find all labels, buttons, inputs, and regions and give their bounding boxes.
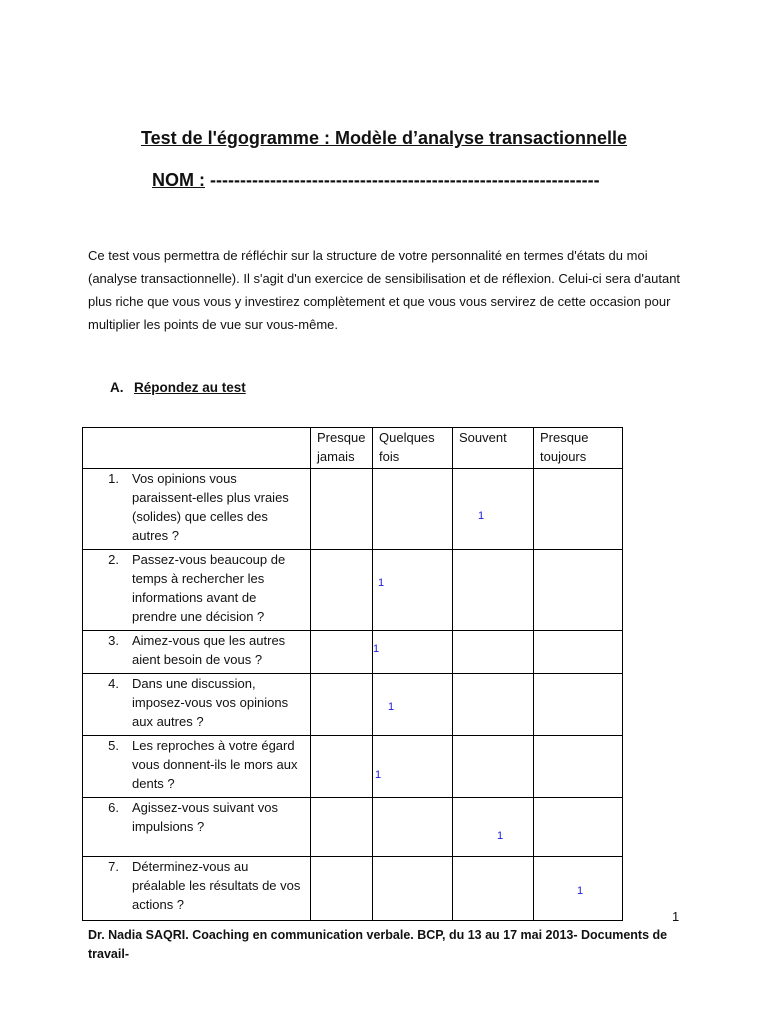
document-title: Test de l'égogramme : Modèle d’analyse transactionnelle: [140, 128, 628, 148]
question-number: 2.: [108, 552, 119, 567]
question-number: 5.: [108, 738, 119, 753]
name-blank-line: -----------------------------------------------------------------: [205, 170, 600, 190]
answer-cell[interactable]: [373, 798, 453, 857]
question-text: Vos opinions vous paraissent-elles plus vraies (solides) que celles des autres ?: [132, 471, 289, 543]
footer-text: Dr. Nadia SAQRI. Coaching en communication verbale. BCP, du 13 au 17 mai 2013- Documents de travail-: [88, 928, 668, 961]
question-cell: [83, 674, 311, 736]
question-number: 4.: [108, 676, 119, 691]
intro-paragraph: Ce test vous permettra de réfléchir sur la structure de votre personnalité en termes d'états du moi (analyse transactionnelle). Il s'agit d'un exercice de sensibilisation et de réflexion. Celui-ci sera d'autant plus riche que vous vous y investirez complètement et que vous vous servirez de cette occasion pour multiplier les points de vue sur vous-même.: [88, 248, 681, 332]
answer-cell[interactable]: [311, 857, 373, 921]
answer-mark: 1: [378, 577, 385, 589]
answer-cell[interactable]: [311, 469, 373, 550]
answer-cell[interactable]: [373, 631, 453, 674]
answer-cell[interactable]: [311, 631, 373, 674]
section-heading: [110, 380, 246, 395]
question-cell: [83, 550, 311, 631]
name-label: NOM :: [152, 170, 205, 190]
answer-cell[interactable]: [453, 857, 534, 921]
header-presque-toujours: Presque toujours: [534, 428, 623, 469]
answer-cell[interactable]: [373, 469, 453, 550]
question-number: 1.: [108, 471, 119, 486]
answer-cell[interactable]: [311, 550, 373, 631]
table-row: [83, 550, 623, 631]
answer-cell[interactable]: [311, 798, 373, 857]
answer-cell[interactable]: [453, 798, 534, 857]
header-presque-jamais: Presque jamais: [311, 428, 373, 469]
answer-cell[interactable]: [373, 674, 453, 736]
section-letter: A.: [110, 380, 124, 395]
answer-cell[interactable]: [453, 550, 534, 631]
answer-cell[interactable]: [534, 550, 623, 631]
header-question-cell: [83, 428, 311, 469]
answer-cell[interactable]: [534, 798, 623, 857]
answer-cell[interactable]: [534, 631, 623, 674]
answer-cell[interactable]: [534, 857, 623, 921]
answer-cell[interactable]: [534, 736, 623, 798]
table-row: [83, 469, 623, 550]
question-number: 6.: [108, 800, 119, 815]
table-row: [83, 674, 623, 736]
question-text: Aimez-vous que les autres aient besoin de vous ?: [132, 633, 286, 667]
header-quelques-fois: Quelques fois: [373, 428, 453, 469]
header-souvent: Souvent: [453, 428, 534, 469]
answer-cell[interactable]: [373, 736, 453, 798]
answer-cell[interactable]: [453, 736, 534, 798]
question-text: Déterminez-vous au préalable les résultats de vos actions ?: [132, 859, 301, 912]
question-number: 7.: [108, 859, 119, 874]
answer-cell[interactable]: [534, 469, 623, 550]
question-text: Passez-vous beaucoup de temps à rechercher les informations avant de prendre une décision ?: [132, 552, 286, 624]
answer-cell[interactable]: [373, 550, 453, 631]
name-field-line: [152, 170, 600, 191]
answer-mark: 1: [388, 701, 395, 713]
table-row: [83, 857, 623, 921]
answer-mark: 1: [478, 510, 485, 522]
answer-cell[interactable]: [373, 857, 453, 921]
table-row: [83, 798, 623, 857]
table-row: [83, 631, 623, 674]
question-text: Dans une discussion, imposez-vous vos opinions aux autres ?: [132, 676, 289, 729]
question-cell: [83, 736, 311, 798]
question-text: Agissez-vous suivant vos impulsions ?: [132, 800, 278, 834]
question-cell: [83, 469, 311, 550]
answer-cell[interactable]: [311, 674, 373, 736]
answer-cell[interactable]: [453, 469, 534, 550]
answer-cell[interactable]: [453, 631, 534, 674]
page-number: 1: [672, 909, 680, 924]
answer-mark: 1: [497, 830, 504, 842]
table-header-row: [83, 428, 623, 469]
answer-cell[interactable]: [453, 674, 534, 736]
question-cell: [83, 631, 311, 674]
answer-cell[interactable]: [534, 674, 623, 736]
question-number: 3.: [108, 633, 119, 648]
answer-mark: 1: [373, 643, 380, 655]
answer-mark: 1: [375, 769, 382, 781]
question-cell: [83, 857, 311, 921]
answer-mark: 1: [577, 885, 584, 897]
question-cell: [83, 798, 311, 857]
question-text: Les reproches à votre égard vous donnent-ils le mors aux dents ?: [132, 738, 298, 791]
table-row: [83, 736, 623, 798]
answer-cell[interactable]: [311, 736, 373, 798]
section-heading-text: Répondez au test: [134, 380, 246, 395]
questionnaire-table: [82, 427, 623, 921]
